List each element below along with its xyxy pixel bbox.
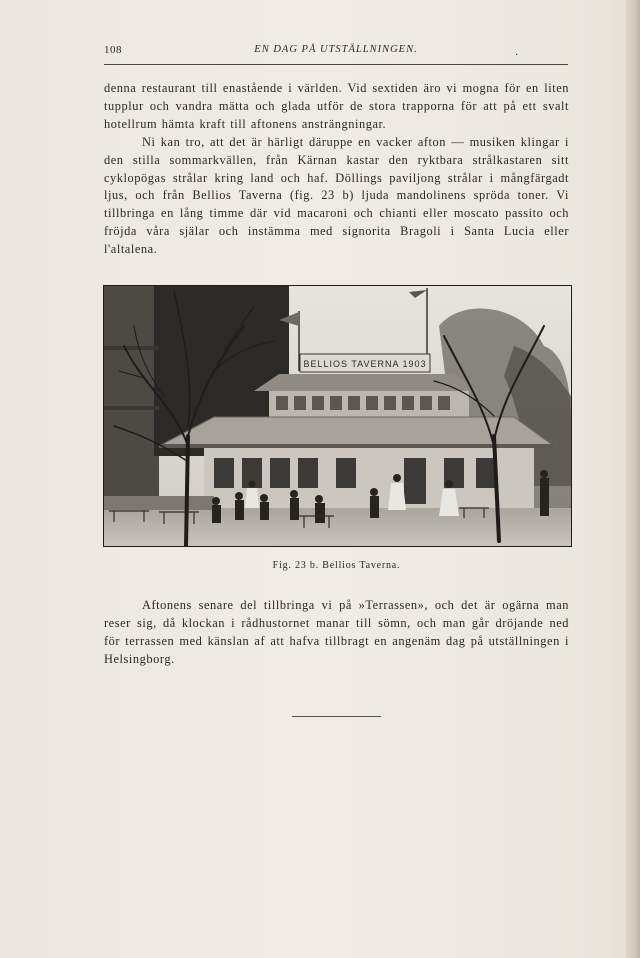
running-title: EN DAG PÅ UTSTÄLLNINGEN. (254, 44, 418, 55)
paragraph: Ni kan tro, att det är härligt däruppe en vacker afton — musiken klingar i den stilla sommarkvällen, från Kärnan kastar den ryktbara strålkastaren sitt cyklopögas strålar kring land och haf. Döllings paviljong strålar i mångfärgadt ljus, och från Bellios Taverna (fig. 23 b) ljuda mandolinens spröda toner. Vi tillbringa en lång timme där vid macaroni och chianti eller moscato passito och fröjda våra själar och instämma med signorita Bragoli i Santa Lucia eller l'altalena. (104, 134, 569, 257)
photograph-bellios-taverna (104, 286, 571, 546)
paragraph-continuation: denna restaurant till enastående i världen. Vid sextiden äro vi mogna för en liten tupplur och vandra mätta och glada utför de stora trapporna för att på ett svalt hotellrum hämta kraft till aftonens ansträngningar. (104, 81, 569, 131)
header-mark: . (515, 46, 518, 58)
sign-text: BELLIOS TAVERNA 1903 (303, 359, 427, 369)
page-number: 108 (104, 44, 122, 56)
header-rule (104, 64, 568, 65)
body-text-top (104, 80, 569, 259)
page-edge-shadow (626, 0, 640, 958)
end-rule (292, 716, 381, 717)
page-header (104, 44, 568, 62)
body-text-bottom (104, 597, 569, 669)
figure-photograph (103, 285, 572, 547)
figure-caption: Fig. 23 b. Bellios Taverna. (272, 560, 401, 571)
paragraph: Aftonens senare del tillbringa vi på »Terrassen», och det är ogärna man reser sig, då klockan i rådhustornet manar till sömn, och man går dröjande ned för terrassen med känslan af att hafva tillbragt en angenäm dag på utställningen i Helsingborg. (104, 598, 569, 666)
